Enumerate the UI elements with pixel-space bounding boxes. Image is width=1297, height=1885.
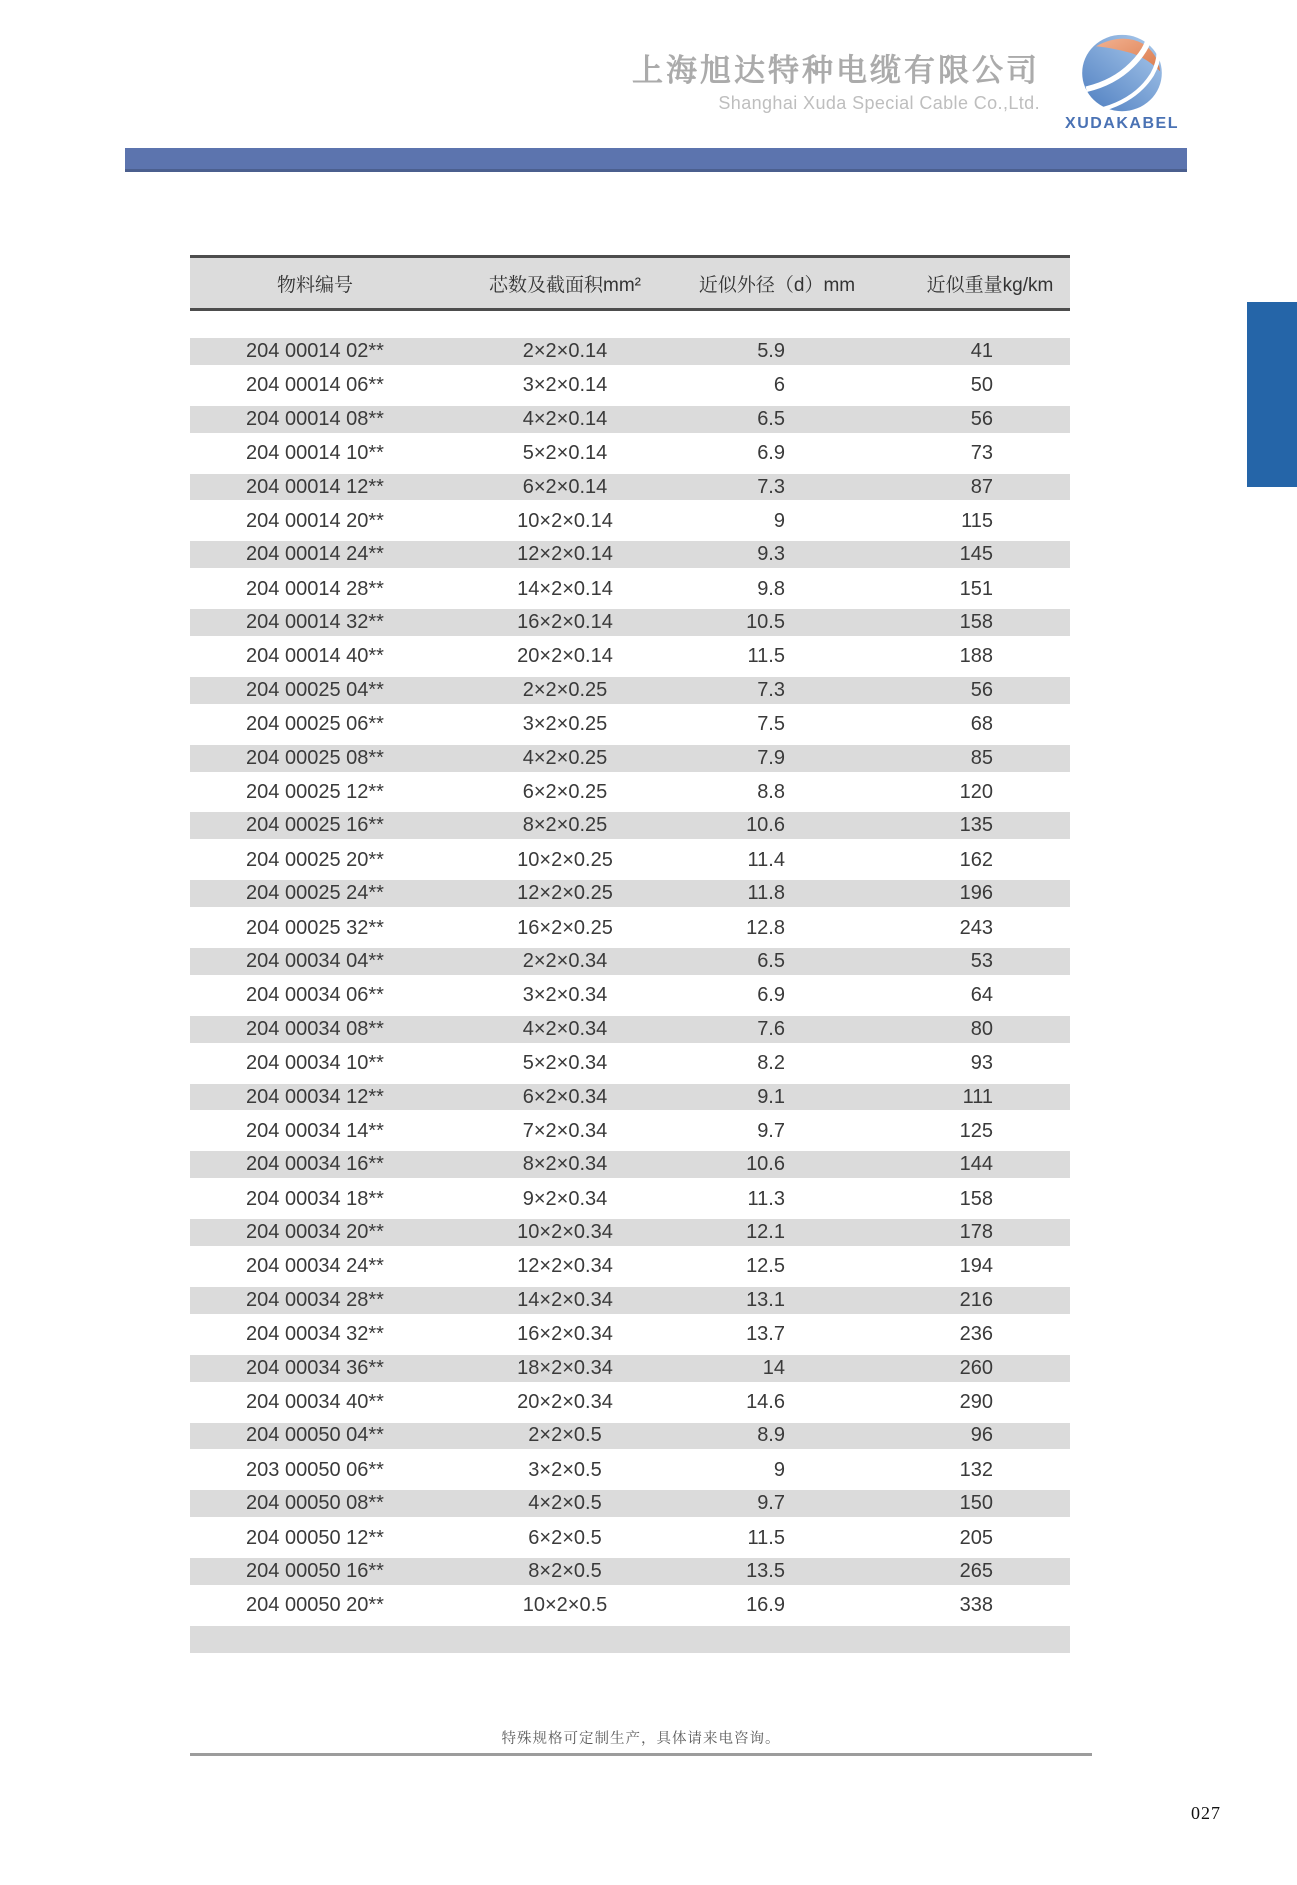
cell-outer-diameter: 10.6 [746,814,785,837]
cell-weight: 162 [959,848,993,871]
cell-outer-diameter: 10.5 [746,611,785,634]
table-row [190,1182,1070,1216]
table-row [190,1250,1070,1284]
table-row [190,606,1070,640]
cell-outer-diameter: 12.5 [746,1255,785,1278]
cell-outer-diameter: 8.9 [757,1424,785,1447]
table-row [190,1521,1070,1555]
table-row [190,1589,1070,1623]
footer-divider [190,1753,1092,1756]
cell-outer-diameter: 9.7 [757,1492,785,1515]
cell-outer-diameter: 7.3 [757,678,785,701]
company-header [632,54,1040,114]
cell-material-code: 204 00025 20** [246,848,384,871]
cell-material-code: 204 00034 10** [246,1052,384,1075]
cell-outer-diameter: 9 [773,509,785,532]
cell-weight: 150 [959,1492,993,1515]
cell-outer-diameter: 7.5 [757,713,785,736]
footer-note: 特殊规格可定制生产，具体请来电咨询。 [501,1731,781,1747]
table-row [190,369,1070,403]
cell-material-code: 204 00025 04** [246,678,384,701]
cell-material-code: 204 00014 40** [246,645,384,668]
table-row [190,809,1070,843]
cell-cores-section: 16×2×0.34 [517,1323,613,1346]
table-row [190,1284,1070,1318]
header-accent-bar [125,148,1187,172]
table-row [190,1081,1070,1115]
cell-material-code: 204 00025 16** [246,814,384,837]
cell-weight: 144 [959,1153,993,1176]
logo-wordmark: XUDAKABEL [1065,115,1179,132]
cell-cores-section: 2×2×0.34 [522,949,608,972]
cell-cores-section: 4×2×0.5 [528,1492,602,1515]
cell-material-code: 204 00025 24** [246,882,384,905]
cell-outer-diameter: 9.1 [757,1085,785,1108]
cell-outer-diameter: 6.5 [757,949,785,972]
cell-weight: 188 [959,645,993,668]
cell-cores-section: 5×2×0.34 [522,1052,608,1075]
cell-outer-diameter: 8.8 [757,781,785,804]
cell-weight: 236 [959,1323,993,1346]
cell-outer-diameter: 12.1 [746,1221,785,1244]
table-row [190,471,1070,505]
cell-outer-diameter: 14.6 [746,1391,785,1414]
cell-cores-section: 7×2×0.34 [522,1119,608,1142]
cell-weight: 243 [959,916,993,939]
cell-outer-diameter: 11.4 [747,848,785,871]
cell-material-code: 204 00014 20** [246,509,384,532]
table-row [190,640,1070,674]
cell-material-code: 204 00014 06** [246,374,384,397]
cell-material-code: 204 00034 12** [246,1085,384,1108]
cell-weight: 151 [959,577,993,600]
cell-material-code: 204 00050 04** [246,1424,384,1447]
cell-weight: 64 [970,984,993,1007]
cell-cores-section: 8×2×0.34 [522,1153,608,1176]
cell-weight: 135 [959,814,993,837]
cell-cores-section: 4×2×0.34 [522,1017,608,1040]
table-row [190,708,1070,742]
cell-outer-diameter: 6 [773,374,785,397]
cell-material-code: 203 00050 06** [246,1458,384,1481]
cell-weight: 68 [970,713,993,736]
cell-cores-section: 5×2×0.14 [522,442,608,465]
cell-cores-section: 14×2×0.14 [517,577,613,600]
cell-weight: 50 [970,374,993,397]
table-row [190,335,1070,369]
cell-material-code: 204 00034 20** [246,1221,384,1244]
table-row [190,403,1070,437]
cell-weight: 53 [970,949,993,972]
table-row [190,1352,1070,1386]
table-row [190,1047,1070,1081]
cell-outer-diameter: 9.8 [757,577,785,600]
cell-outer-diameter: 8.2 [757,1052,785,1075]
table-row [190,979,1070,1013]
cell-material-code: 204 00014 32** [246,611,384,634]
table-row [190,1623,1070,1657]
cell-cores-section: 6×2×0.14 [522,475,608,498]
cell-weight: 96 [970,1424,993,1447]
cell-material-code: 204 00014 02** [246,339,384,362]
cell-material-code: 204 00034 40** [246,1391,384,1414]
table-row [190,843,1070,877]
table-body [190,335,1070,1657]
cell-cores-section: 9×2×0.34 [522,1187,608,1210]
cell-outer-diameter: 7.9 [757,746,785,769]
col-header-outer-diameter: 近似外径（d）mm [698,274,856,296]
cell-cores-section: 8×2×0.5 [528,1560,602,1582]
cell-material-code: 204 00034 16** [246,1153,384,1176]
cell-material-code: 204 00050 12** [246,1526,384,1549]
cell-material-code: 204 00034 14** [246,1119,384,1142]
cell-cores-section: 3×2×0.25 [522,713,608,736]
cell-weight: 56 [970,678,993,701]
cell-cores-section: 20×2×0.14 [517,645,613,668]
cell-weight: 196 [959,882,993,905]
company-name-zh: 上海旭达特种电缆有限公司 [632,53,1040,88]
cell-outer-diameter: 16.9 [746,1594,785,1617]
table-row [190,538,1070,572]
cell-outer-diameter: 6.9 [757,442,785,465]
table-row [190,437,1070,471]
cell-cores-section: 12×2×0.14 [517,543,613,566]
table-header-gap [190,311,1070,335]
cell-cores-section: 10×2×0.34 [517,1221,613,1244]
cell-weight: 158 [959,611,993,634]
cell-outer-diameter: 9.7 [757,1119,785,1142]
table-row [190,1114,1070,1148]
cell-weight: 216 [959,1288,993,1311]
cell-weight: 41 [970,339,993,362]
cell-outer-diameter: 5.9 [757,339,785,362]
cell-weight: 80 [970,1017,993,1040]
cell-material-code: 204 00025 32** [246,916,384,939]
cell-cores-section: 12×2×0.25 [517,882,613,905]
cell-cores-section: 6×2×0.34 [522,1085,608,1108]
cell-cores-section: 10×2×0.25 [517,848,613,871]
cell-material-code: 204 00014 24** [246,543,384,566]
company-name-en: Shanghai Xuda Special Cable Co.,Ltd. [718,93,1040,113]
table-row [190,1148,1070,1182]
cell-material-code: 204 00034 32** [246,1323,384,1346]
company-logo [1058,34,1186,133]
table-row [190,1216,1070,1250]
cell-weight: 93 [970,1052,993,1075]
table-row [190,1013,1070,1047]
cell-material-code: 204 00050 20** [246,1594,384,1617]
table-row [190,877,1070,911]
cell-material-code: 204 00034 24** [246,1255,384,1278]
cell-weight: 205 [959,1526,993,1549]
cell-cores-section: 8×2×0.25 [522,814,608,837]
table-row [190,776,1070,810]
cell-weight: 338 [959,1594,993,1617]
cell-material-code: 204 00014 10** [246,442,384,465]
cell-outer-diameter: 13.1 [746,1288,785,1311]
cell-cores-section: 2×2×0.14 [522,339,608,362]
cell-cores-section: 3×2×0.34 [522,984,608,1007]
table-row [190,1318,1070,1352]
cell-material-code: 204 00034 06** [246,984,384,1007]
cell-cores-section: 6×2×0.25 [522,781,608,804]
cell-cores-section: 16×2×0.14 [517,611,613,634]
col-header-weight: 近似重量kg/km [926,274,1054,296]
table-row [190,742,1070,776]
cell-outer-diameter: 11.3 [747,1187,785,1210]
cell-material-code: 204 00014 12** [246,475,384,498]
table-row [190,1555,1070,1589]
cell-cores-section: 12×2×0.34 [517,1255,613,1278]
cell-outer-diameter: 13.5 [746,1560,785,1582]
table-row [190,504,1070,538]
cell-cores-section: 20×2×0.34 [517,1391,613,1414]
cell-outer-diameter: 10.6 [746,1153,785,1176]
cell-cores-section: 14×2×0.34 [517,1288,613,1311]
cell-cores-section: 10×2×0.5 [522,1594,608,1617]
page-number: 027 [1191,1803,1221,1823]
cell-material-code: 204 00034 04** [246,949,384,972]
cell-weight: 265 [959,1560,993,1582]
table-row [190,572,1070,606]
cell-weight: 132 [959,1458,993,1481]
cell-weight: 290 [959,1391,993,1414]
cell-outer-diameter: 9.3 [757,543,785,566]
cell-material-code: 204 00014 08** [246,407,384,430]
cell-material-code: 204 00025 12** [246,781,384,804]
cell-weight: 85 [970,746,993,769]
cell-material-code: 204 00050 16** [246,1560,384,1582]
cell-weight: 56 [970,407,993,430]
cell-outer-diameter: 9 [773,1458,785,1481]
table-row [190,945,1070,979]
cell-outer-diameter: 7.6 [757,1017,785,1040]
cell-weight: 73 [970,442,993,465]
cell-outer-diameter: 13.7 [746,1323,785,1346]
cell-outer-diameter: 12.8 [746,916,785,939]
cell-cores-section: 4×2×0.25 [522,746,608,769]
cell-cores-section: 18×2×0.34 [517,1356,613,1379]
cable-spec-table [190,255,1070,1657]
cell-cores-section: 2×2×0.5 [528,1424,602,1447]
table-header-row [190,255,1070,311]
table-row [190,1487,1070,1521]
cell-outer-diameter: 6.9 [757,984,785,1007]
cell-cores-section: 6×2×0.5 [528,1526,602,1549]
cell-cores-section: 4×2×0.14 [522,407,608,430]
cell-cores-section: 2×2×0.25 [522,678,608,701]
table-row [190,1386,1070,1420]
cell-weight: 158 [959,1187,993,1210]
cell-weight: 115 [961,509,993,532]
col-header-material-code: 物料编号 [276,274,353,296]
cell-weight: 145 [959,543,993,566]
cell-cores-section: 3×2×0.5 [528,1458,602,1481]
cell-material-code: 204 00034 28** [246,1288,384,1311]
cell-outer-diameter: 6.5 [757,407,785,430]
cell-cores-section: 3×2×0.14 [522,374,608,397]
cell-cores-section: 16×2×0.25 [517,916,613,939]
cell-outer-diameter: 11.8 [747,882,785,905]
table-row [190,1420,1070,1454]
cell-weight: 260 [959,1356,993,1379]
cell-cores-section: 10×2×0.14 [517,509,613,532]
cell-weight: 194 [959,1255,993,1278]
cell-weight: 120 [959,781,993,804]
cell-material-code: 204 00050 08** [246,1492,384,1515]
section-side-tab [1247,302,1297,487]
globe-logo-icon [1058,34,1186,112]
cell-weight: 178 [959,1221,993,1244]
cell-outer-diameter: 11.5 [747,1526,785,1549]
cell-weight: 111 [962,1085,993,1108]
table-row [190,674,1070,708]
cell-outer-diameter: 11.5 [747,645,785,668]
cell-outer-diameter: 7.3 [757,475,785,498]
cell-weight: 125 [959,1119,993,1142]
cell-material-code: 204 00034 08** [246,1017,384,1040]
cell-material-code: 204 00034 36** [246,1356,384,1379]
cell-material-code: 204 00034 18** [246,1187,384,1210]
cell-outer-diameter: 14 [762,1356,785,1379]
col-header-cores-section: 芯数及截面积mm² [489,274,641,296]
table-row [190,1453,1070,1487]
cell-weight: 87 [970,475,993,498]
cell-material-code: 204 00014 28** [246,577,384,600]
cell-material-code: 204 00025 08** [246,746,384,769]
table-row [190,911,1070,945]
cell-material-code: 204 00025 06** [246,713,384,736]
